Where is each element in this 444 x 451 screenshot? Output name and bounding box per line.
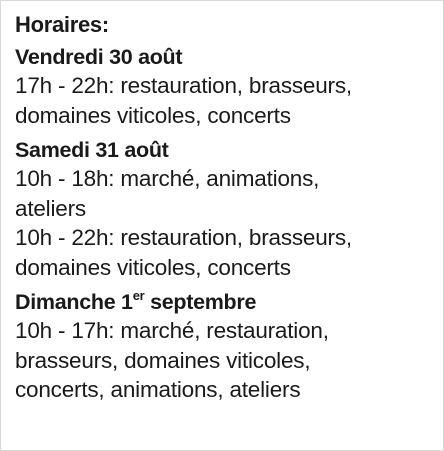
schedule-content: [15, 11, 435, 405]
schedule-line: ateliers: [15, 195, 86, 221]
day-title: Vendredi 30 août: [15, 45, 183, 69]
day-title-ordinal: er: [132, 288, 145, 303]
day-title: Samedi 31 août: [15, 138, 169, 162]
schedule-line: brasseurs, domaines viticoles,: [15, 347, 311, 373]
day-title-main: Dimanche 1: [15, 290, 133, 314]
day-title: [15, 288, 435, 316]
schedule-line: domaines viticoles, concerts: [15, 254, 291, 280]
schedule-line: 10h - 18h: marché, animations,: [15, 166, 320, 191]
schedule-line: 17h - 22h: restauration, brasseurs,: [15, 73, 352, 98]
schedule-line: 10h - 17h: marché, restauration,: [15, 318, 329, 343]
schedule-line: 10h - 22h: restauration, brasseurs,: [15, 225, 352, 250]
schedule-line: domaines viticoles, concerts: [15, 102, 291, 128]
schedule-line: concerts, animations, ateliers: [15, 377, 301, 402]
day-title-rest: septembre: [144, 290, 257, 314]
day-section-saturday: [15, 136, 435, 282]
day-section-sunday: [15, 288, 435, 405]
schedule-heading: Horaires:: [15, 12, 109, 37]
day-section-friday: [15, 43, 435, 130]
